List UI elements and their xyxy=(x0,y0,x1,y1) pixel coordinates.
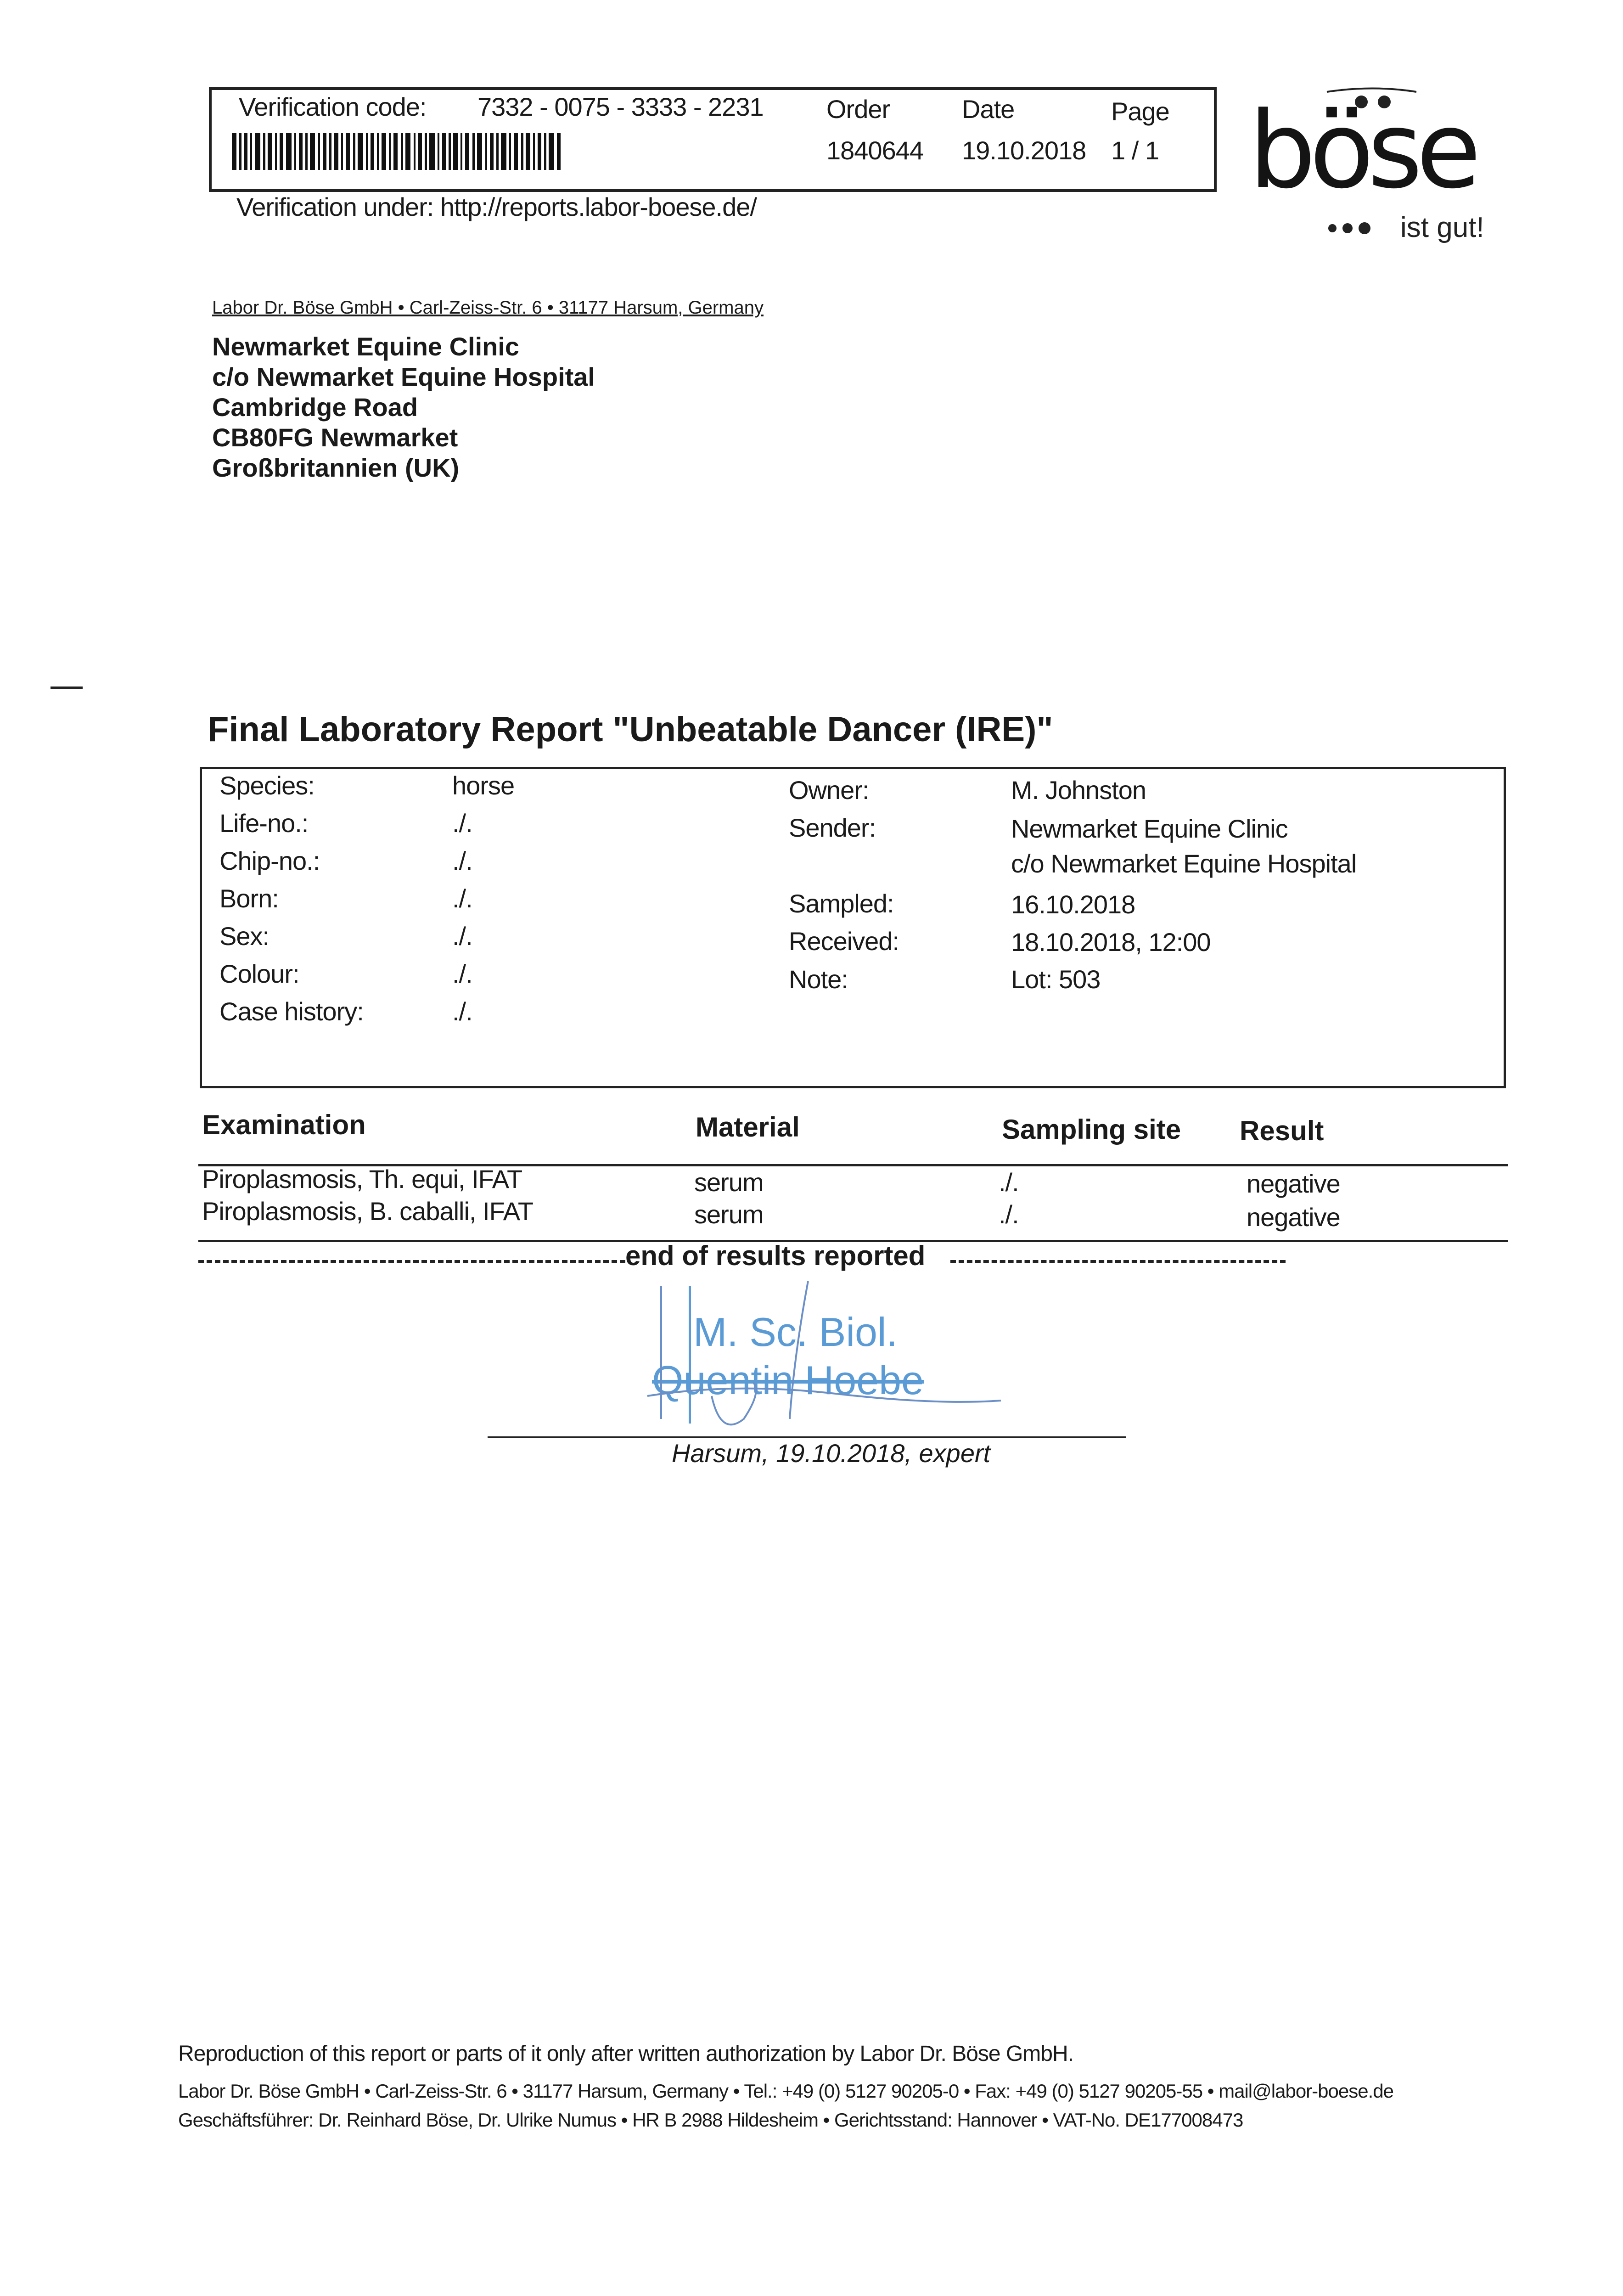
sampling-site-header: Sampling site xyxy=(1002,1114,1181,1145)
examination-cell: Piroplasmosis, Th. equi, IFAT xyxy=(202,1165,522,1193)
logo-bullets-icon xyxy=(1327,218,1377,236)
chip-no-label: Chip-no.: xyxy=(219,846,320,875)
species-value: horse xyxy=(452,771,515,800)
colour-label: Colour: xyxy=(219,959,299,988)
life-no-value: ./. xyxy=(452,809,472,838)
note-value: Lot: 503 xyxy=(1011,965,1101,994)
page-label: Page xyxy=(1111,97,1169,126)
owner-label: Owner: xyxy=(789,776,869,805)
colour-value: ./. xyxy=(452,959,472,988)
date-value: 19.10.2018 xyxy=(962,136,1086,165)
received-value: 18.10.2018, 12:00 xyxy=(1011,928,1211,957)
fold-mark xyxy=(51,687,83,689)
dash-line-right xyxy=(950,1260,1286,1265)
page-value: 1 / 1 xyxy=(1111,136,1159,165)
return-address: Labor Dr. Böse GmbH • Carl-Zeiss-Str. 6 • 31177 Harsum, Germany xyxy=(212,298,764,318)
patient-values xyxy=(452,771,514,1034)
sampling-site-cell: ./. xyxy=(999,1168,1019,1197)
case-history-value: ./. xyxy=(452,997,472,1026)
dash-line-left xyxy=(198,1260,625,1265)
chip-no-value: ./. xyxy=(452,846,472,875)
material-header: Material xyxy=(696,1112,800,1142)
order-value: 1840644 xyxy=(826,136,924,165)
recipient-line: Großbritannien (UK) xyxy=(212,453,460,482)
stamp-name: Quentin Hoebe xyxy=(652,1357,924,1403)
boese-logo xyxy=(1249,87,1506,253)
examination-cell: Piroplasmosis, B. caballi, IFAT xyxy=(202,1197,534,1226)
footer-contact: Labor Dr. Böse GmbH • Carl-Zeiss-Str. 6 • 31177 Harsum, Germany • Tel.: +49 (0) 5127 90205-0 • Fax: +49 (0) 5127 90205-55 • mail@labor-boese.de xyxy=(178,2080,1393,2102)
handwritten-signature-icon xyxy=(643,1281,1001,1433)
order-label: Order xyxy=(826,95,890,124)
sampled-value: 16.10.2018 xyxy=(1011,890,1135,919)
footer-reproduction-note: Reproduction of this report or parts of it only after written authorization by Labor Dr. Böse GmbH. xyxy=(178,2042,1073,2066)
sampled-label: Sampled: xyxy=(789,889,894,918)
recipient-line: Cambridge Road xyxy=(212,393,418,422)
footer-legal: Geschäftsführer: Dr. Reinhard Böse, Dr. Ulrike Numus • HR B 2988 Hildesheim • Gerichtsstand: Hannover • VAT-No. DE177008473 xyxy=(178,2109,1243,2131)
patient-labels xyxy=(219,771,364,1034)
born-label: Born: xyxy=(219,884,279,913)
verification-code: 7332 - 0075 - 3333 - 2231 xyxy=(477,92,764,121)
date-label: Date xyxy=(962,95,1015,124)
verification-url: Verification under: http://reports.labor-boese.de/ xyxy=(236,192,757,221)
recipient-line: CB80FG Newmarket xyxy=(212,423,458,452)
sender-value-2: c/o Newmarket Equine Hospital xyxy=(1011,849,1357,878)
result-header: Result xyxy=(1240,1115,1324,1146)
signature-stamp xyxy=(643,1281,1001,1433)
examination-header: Examination xyxy=(202,1109,366,1140)
sex-label: Sex: xyxy=(219,922,270,951)
barcode-icon xyxy=(232,133,562,170)
end-of-results-label: end of results reported xyxy=(625,1240,926,1271)
received-label: Received: xyxy=(789,927,899,956)
born-value: ./. xyxy=(452,884,472,913)
note-label: Note: xyxy=(789,965,848,994)
signature-caption: Harsum, 19.10.2018, expert xyxy=(672,1439,991,1468)
stamp-title: M. Sc. Biol. xyxy=(693,1309,898,1355)
sender-value-1: Newmarket Equine Clinic xyxy=(1011,814,1288,843)
case-history-label: Case history: xyxy=(219,997,364,1026)
sex-value: ./. xyxy=(452,922,472,951)
logo-tagline: ist gut! xyxy=(1400,212,1484,243)
result-cell: negative xyxy=(1247,1169,1340,1198)
material-cell: serum xyxy=(694,1168,764,1197)
material-cell: serum xyxy=(694,1200,764,1229)
result-cell: negative xyxy=(1247,1203,1340,1232)
logo-wordmark: böse xyxy=(1249,90,1475,212)
recipient-line: Newmarket Equine Clinic xyxy=(212,332,520,361)
species-label: Species: xyxy=(219,771,314,800)
recipient-address xyxy=(212,332,595,483)
verification-label: Verification code: xyxy=(239,92,427,121)
owner-value: M. Johnston xyxy=(1011,776,1146,805)
sender-label: Sender: xyxy=(789,813,876,842)
life-no-label: Life-no.: xyxy=(219,809,309,838)
sampling-site-cell: ./. xyxy=(999,1200,1019,1229)
report-title: Final Laboratory Report "Unbeatable Dancer (IRE)" xyxy=(208,710,1053,749)
recipient-line: c/o Newmarket Equine Hospital xyxy=(212,362,595,391)
